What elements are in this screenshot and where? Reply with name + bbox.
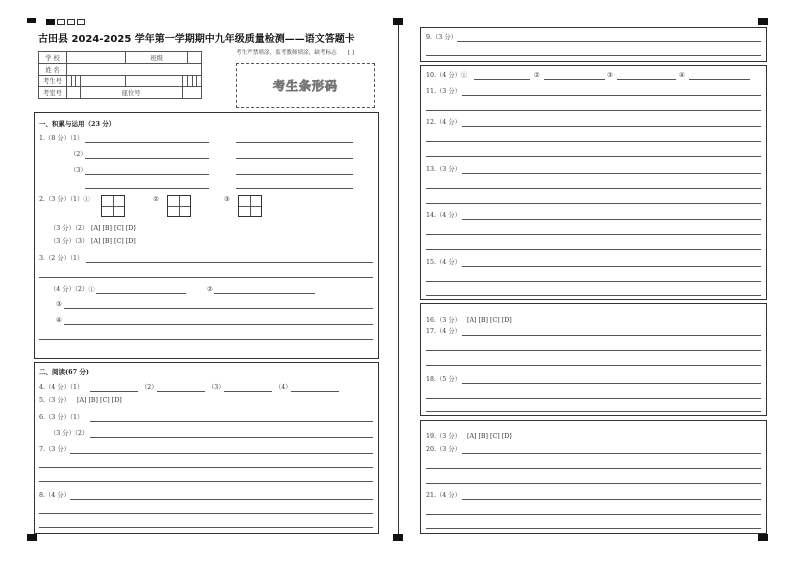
page-title: 古田县 2024-2025 学年第一学期期中九年级质量检测——语文答题卡 [38, 34, 355, 45]
answer-line[interactable] [462, 173, 761, 174]
label-room: 考室号 [39, 87, 67, 99]
answer-line[interactable] [426, 55, 761, 56]
timing-mark [27, 534, 37, 541]
answer-line[interactable] [426, 295, 761, 296]
answer-line[interactable] [462, 266, 761, 267]
student-info-table [38, 51, 202, 99]
q20-label: 20.（3 分） [426, 446, 461, 453]
answer-line[interactable] [426, 156, 761, 157]
char-grid-2[interactable] [167, 195, 191, 217]
q2-circle-3: ③ [224, 196, 230, 203]
answer-line[interactable] [236, 158, 353, 159]
q2-3-choices[interactable]: [A] [B] [C] [D] [91, 238, 136, 245]
answer-line[interactable] [85, 142, 209, 143]
answer-line[interactable] [426, 249, 761, 250]
q3-2-circle-2: ② [207, 286, 213, 293]
q6-2-label: （3 分）（2） [50, 430, 89, 437]
answer-line[interactable] [85, 188, 209, 189]
q19-label: 19.（3 分） [426, 433, 461, 440]
answer-line[interactable] [457, 41, 761, 42]
answer-line[interactable] [236, 142, 353, 143]
answer-line[interactable] [85, 158, 209, 159]
q13-label: 13.（3 分） [426, 166, 461, 173]
answer-line[interactable] [426, 483, 761, 484]
answer-line[interactable] [39, 513, 373, 514]
answer-line[interactable] [426, 398, 761, 399]
answer-line[interactable] [214, 293, 315, 294]
q3-3-label: ③ [56, 301, 62, 308]
q4-label: 4.（4 分）（1） [39, 384, 84, 391]
q5-choices[interactable]: [A] [B] [C] [D] [77, 397, 122, 404]
timing-mark [27, 18, 36, 23]
answer-line[interactable] [426, 188, 761, 189]
answer-line[interactable] [426, 141, 761, 142]
timing-mark [393, 534, 403, 541]
answer-line[interactable] [462, 499, 761, 500]
answer-line[interactable] [462, 126, 761, 127]
section1-box [34, 112, 379, 359]
q2-circle-2: ② [153, 196, 159, 203]
q10-15-box [420, 65, 767, 300]
q6-label: 6.（3 分）（1） [39, 414, 84, 421]
answer-line[interactable] [90, 391, 138, 392]
q9-label: 9.（3 分） [426, 34, 457, 41]
answer-line[interactable] [544, 79, 605, 80]
answer-line[interactable] [462, 95, 761, 96]
q4-3-label: （3） [208, 384, 225, 391]
answer-line[interactable] [426, 281, 761, 282]
answer-line[interactable] [426, 411, 761, 412]
q16-choices[interactable]: [A] [B] [C] [D] [467, 317, 512, 324]
char-grid-3[interactable] [238, 195, 262, 217]
q2-label: 2.（3 分）（1）① [39, 196, 90, 203]
q16-label: 16.（3 分） [426, 317, 461, 324]
label-name: 姓 名 [39, 63, 67, 75]
q11-label: 11.（3 分） [426, 88, 461, 95]
answer-line[interactable] [157, 391, 205, 392]
q8-label: 8.（4 分） [39, 492, 70, 499]
answer-line[interactable] [426, 110, 761, 111]
answer-line[interactable] [85, 174, 209, 175]
q3-4-label: ④ [56, 317, 62, 324]
answer-line[interactable] [617, 79, 676, 80]
answer-line[interactable] [86, 262, 373, 263]
absence-mark-box[interactable]: [ ] [348, 50, 355, 56]
answer-line[interactable] [236, 174, 353, 175]
answer-line[interactable] [39, 339, 373, 340]
header-code-boxes [46, 19, 86, 25]
q10-circle-2: ② [534, 72, 540, 79]
center-divider [398, 25, 399, 534]
answer-line[interactable] [426, 234, 761, 235]
label-class: 班级 [126, 52, 188, 64]
answer-line[interactable] [64, 324, 373, 325]
q15-label: 15.（4 分） [426, 259, 461, 266]
answer-line[interactable] [39, 277, 373, 278]
answer-line[interactable] [462, 219, 761, 220]
answer-line[interactable] [426, 365, 761, 366]
q5-label: 5.（3 分） [39, 397, 70, 404]
answer-line[interactable] [90, 421, 373, 422]
answer-line[interactable] [426, 350, 761, 351]
label-seat: 座位号 [80, 87, 182, 99]
q3-label: 3.（2 分）（1） [39, 255, 84, 262]
answer-line[interactable] [426, 528, 761, 529]
q10-circle-3: ③ [607, 72, 613, 79]
q1-label: 1.（8 分）（1） [39, 135, 84, 142]
answer-line[interactable] [426, 468, 761, 469]
answer-line[interactable] [224, 391, 272, 392]
answer-line[interactable] [96, 293, 186, 294]
q2-2-label: （3 分）（2） [50, 225, 89, 232]
q21-label: 21.（4 分） [426, 492, 461, 499]
q19-choices[interactable]: [A] [B] [C] [D] [467, 433, 512, 440]
section1-title: 一、积累与运用（23 分） [39, 120, 116, 128]
answer-line[interactable] [462, 453, 761, 454]
answer-line[interactable] [70, 499, 373, 500]
answer-line[interactable] [39, 527, 373, 528]
label-school: 学 校 [39, 52, 67, 64]
q7-label: 7.（3 分） [39, 446, 70, 453]
q18-label: 18.（5 分） [426, 376, 461, 383]
q2-3-label: （3 分）（3） [50, 238, 89, 245]
answer-line[interactable] [236, 188, 353, 189]
q9-box [420, 27, 767, 62]
timing-mark [758, 18, 768, 25]
q1-2-label: （2） [70, 151, 87, 158]
q12-label: 12.（4 分） [426, 119, 461, 126]
answer-line[interactable] [90, 437, 373, 438]
q10-circle-4: ④ [679, 72, 685, 79]
q10-label: 10.（4 分）① [426, 72, 468, 79]
answer-line[interactable] [462, 335, 761, 336]
char-grid-1[interactable] [101, 195, 125, 217]
q14-label: 14.（4 分） [426, 212, 461, 219]
answer-line[interactable] [462, 383, 761, 384]
answer-line[interactable] [39, 481, 373, 482]
q2-2-choices[interactable]: [A] [B] [C] [D] [91, 225, 136, 232]
answer-line[interactable] [426, 514, 761, 515]
answer-line[interactable] [70, 453, 373, 454]
answer-line[interactable] [291, 391, 339, 392]
section2-box [34, 362, 379, 534]
section2-title: 二、阅读(67 分) [39, 368, 89, 376]
barcode-area [236, 63, 375, 108]
timing-mark [758, 534, 768, 541]
answer-line[interactable] [426, 203, 761, 204]
q3-2-label: （4 分）（2）① [50, 286, 95, 293]
q4-2-label: （2） [141, 384, 158, 391]
barcode-label: 考生条形码 [272, 79, 338, 93]
label-exam-no: 考生号 [39, 75, 67, 87]
q17-label: 17.（4 分） [426, 328, 461, 335]
absence-notice: 考生严禁填涂，监考教师填涂，缺考标志 [236, 50, 337, 56]
answer-line[interactable] [39, 467, 373, 468]
answer-line[interactable] [689, 79, 750, 80]
q1-3-label: （3） [70, 167, 87, 174]
answer-line[interactable] [64, 308, 373, 309]
q4-4-label: （4） [275, 384, 292, 391]
answer-line[interactable] [474, 79, 530, 80]
timing-mark [393, 18, 403, 25]
